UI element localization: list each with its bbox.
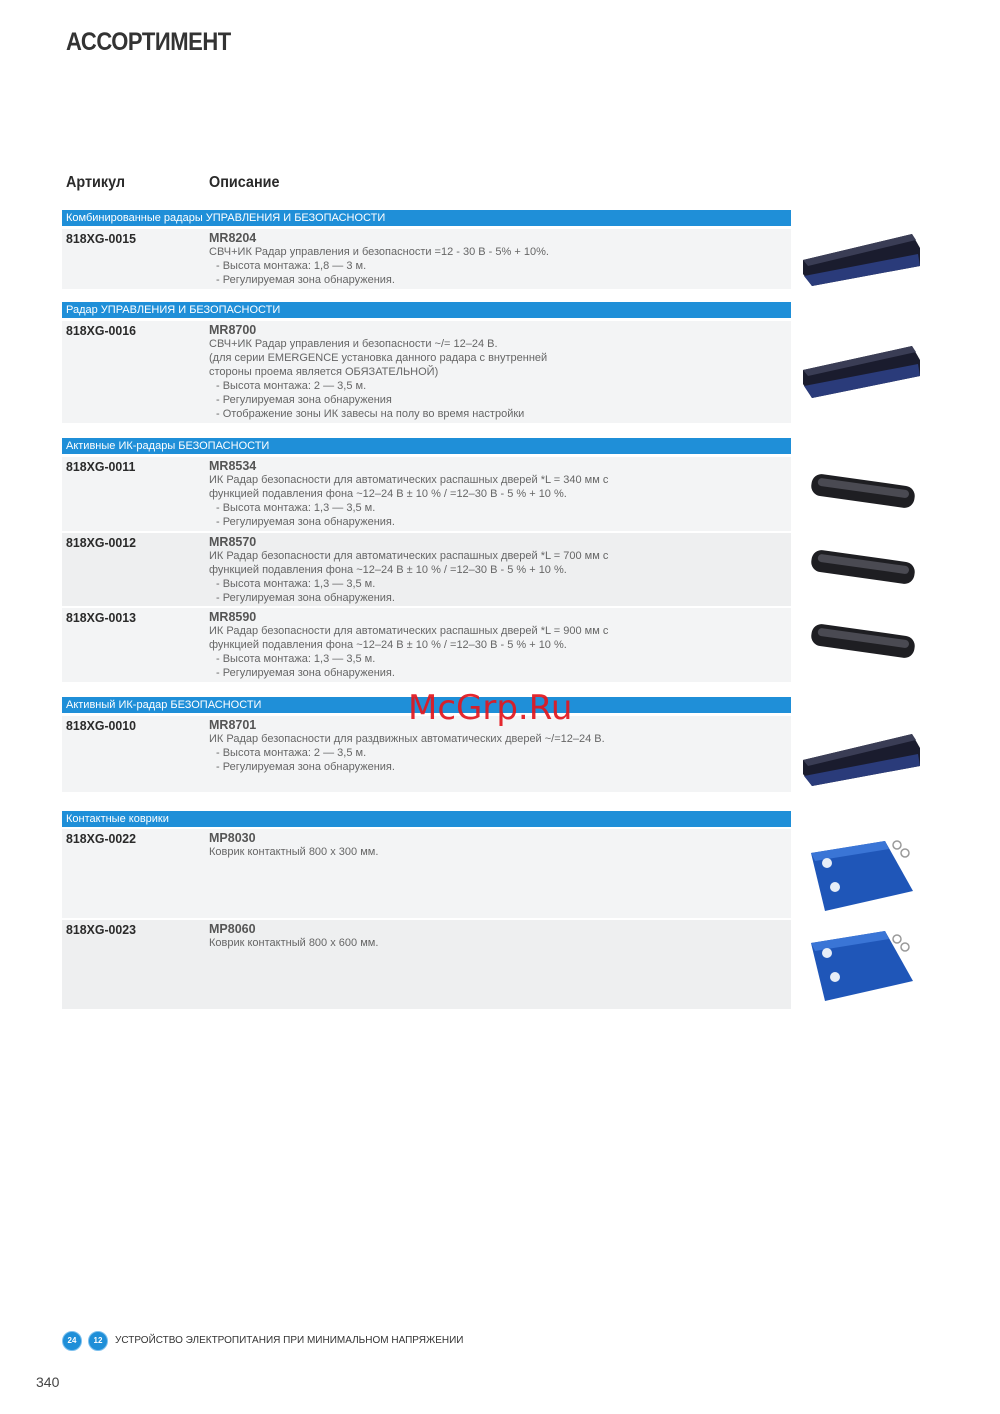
section-header: Контактные коврики (62, 811, 791, 827)
product-description (209, 610, 769, 680)
section-header: Активный ИК-радар БЕЗОПАСНОСТИ (62, 697, 791, 713)
article-number: 818XG-0015 (66, 231, 137, 246)
article-number: 818XG-0022 (66, 831, 137, 846)
model-code: MR8534 (209, 459, 257, 473)
description-line: - Высота монтажа: 1,3 — 3,5 м. (216, 578, 376, 590)
article-number: 818XG-0023 (66, 922, 137, 937)
article-number: 818XG-0010 (66, 718, 137, 733)
model-code: MP8060 (209, 922, 256, 936)
radar-dark-box-image (800, 340, 925, 404)
product-description (209, 831, 769, 859)
description-line: - Регулируемая зона обнаружения. (216, 274, 395, 286)
watermark: McGrp.Ru (408, 688, 573, 728)
description-line: - Отображение зоны ИК завесы на полу во время настройки (216, 408, 525, 420)
table-row (62, 229, 791, 289)
description-line: Коврик контактный 800 х 600 мм. (209, 937, 379, 949)
table-row (62, 608, 791, 682)
description-line: - Высота монтажа: 2 — 3,5 м. (216, 747, 367, 759)
description-line: стороны проема является ОБЯЗАТЕЛЬНОЙ) (209, 366, 439, 378)
description-line: ИК Радар безопасности для автоматических распашных дверей *L = 340 мм с (209, 474, 609, 486)
article-number: 818XG-0016 (66, 323, 137, 338)
description-line: ИК Радар безопасности для автоматических распашных дверей *L = 900 мм с (209, 625, 609, 637)
table-row (62, 829, 791, 918)
table-row (62, 321, 791, 423)
table-row (62, 533, 791, 606)
ir-bar-image (805, 622, 920, 668)
description-line: функцией подавления фона ~12–24 В ± 10 % / =12–30 В - 5 % + 10 %. (209, 488, 567, 500)
product-description (209, 231, 769, 287)
description-line: - Высота монтажа: 1,3 — 3,5 м. (216, 653, 376, 665)
column-header-article: Артикул (66, 174, 126, 191)
page-title: АССОРТИМЕНТ (66, 28, 231, 56)
description-line: - Регулируемая зона обнаружения. (216, 592, 395, 604)
description-line: функцией подавления фона ~12–24 В ± 10 % / =12–30 В - 5 % + 10 %. (209, 564, 567, 576)
description-line: Коврик контактный 800 х 300 мм. (209, 846, 379, 858)
product-description (209, 323, 769, 421)
section-header: Радар УПРАВЛЕНИЯ И БЕЗОПАСНОСТИ (62, 302, 791, 318)
model-code: MP8030 (209, 831, 256, 845)
ir-bar-image (805, 548, 920, 594)
product-description (209, 535, 769, 605)
radar-dark-box-image (800, 726, 925, 790)
section-header: Активные ИК-радары БЕЗОПАСНОСТИ (62, 438, 791, 454)
model-code: MR8590 (209, 610, 257, 624)
section-header: Комбинированные радары УПРАВЛЕНИЯ И БЕЗОПАСНОСТИ (62, 210, 791, 226)
description-line: ИК Радар безопасности для раздвижных автоматических дверей ~/=12–24 В. (209, 733, 605, 745)
article-number: 818XG-0011 (66, 459, 136, 474)
description-line: СВЧ+ИК Радар управления и безопасности =12 - 30 В - 5% + 10%. (209, 246, 549, 258)
description-line: - Высота монтажа: 1,8 — 3 м. (216, 260, 367, 272)
table-row (62, 457, 791, 531)
description-line: - Регулируемая зона обнаружения. (216, 667, 395, 679)
table-row (62, 920, 791, 1009)
description-line: функцией подавления фона ~12–24 В ± 10 % / =12–30 В - 5 % + 10 %. (209, 639, 567, 651)
description-line: (для серии EMERGENCE установка данного радара с внутренней (209, 352, 548, 364)
column-header-description: Описание (209, 174, 280, 191)
product-description (209, 459, 769, 529)
product-description (209, 922, 769, 950)
model-code: MR8701 (209, 718, 257, 732)
page-number: 340 (36, 1374, 60, 1390)
contact-mat-image (805, 835, 920, 915)
description-line: ИК Радар безопасности для автоматических распашных дверей *L = 700 мм с (209, 550, 609, 562)
article-number: 818XG-0013 (66, 610, 137, 625)
description-line: - Высота монтажа: 2 — 3,5 м. (216, 380, 367, 392)
radar-dark-box-image (800, 226, 925, 290)
voltage-12-icon: 12 (88, 1331, 108, 1351)
description-line: - Высота монтажа: 1,3 — 3,5 м. (216, 502, 376, 514)
ir-bar-image (805, 472, 920, 518)
article-number: 818XG-0012 (66, 535, 137, 550)
model-code: MR8570 (209, 535, 257, 549)
description-line: СВЧ+ИК Радар управления и безопасности ~/= 12–24 В. (209, 338, 498, 350)
contact-mat-image (805, 925, 920, 1005)
description-line: - Регулируемая зона обнаружения (216, 394, 392, 406)
description-line: - Регулируемая зона обнаружения. (216, 761, 395, 773)
model-code: MR8204 (209, 231, 257, 245)
description-line: - Регулируемая зона обнаружения. (216, 516, 395, 528)
voltage-24-icon: 24 (62, 1331, 82, 1351)
footer-note: УСТРОЙСТВО ЭЛЕКТРОПИТАНИЯ ПРИ МИНИМАЛЬНОМ НАПРЯЖЕНИИ (115, 1335, 464, 1346)
model-code: MR8700 (209, 323, 257, 337)
